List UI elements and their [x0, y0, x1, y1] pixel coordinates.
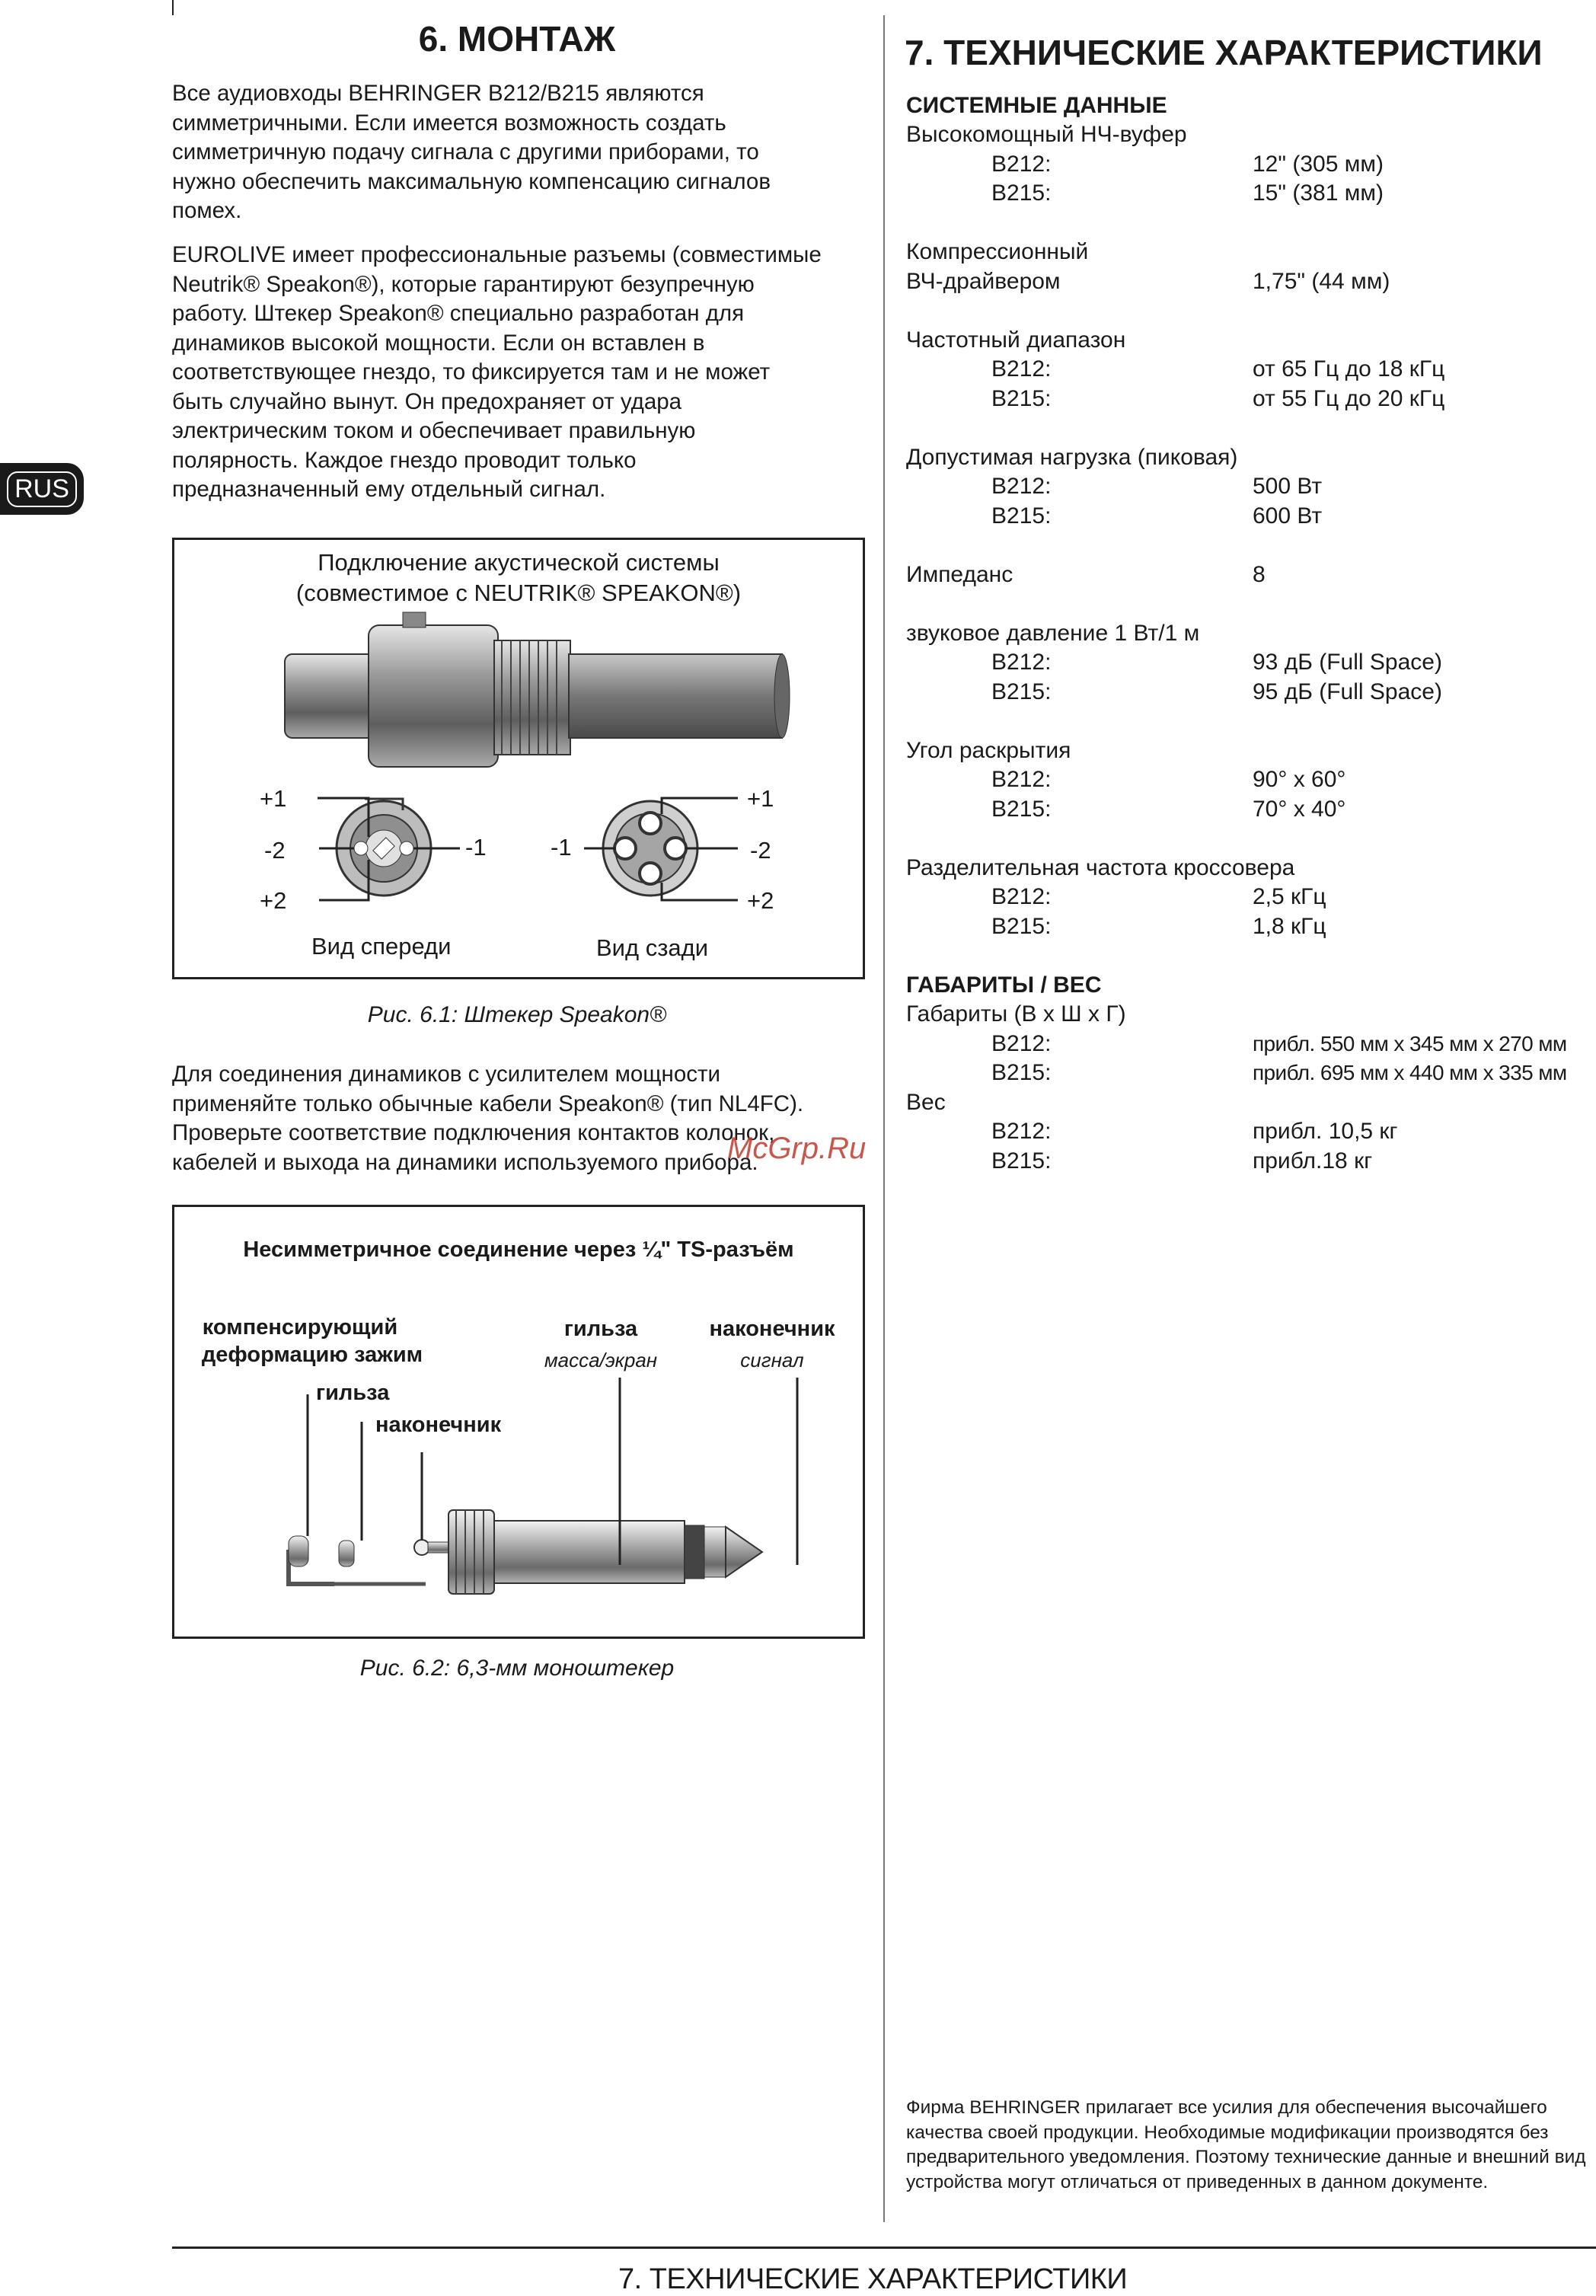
back-view-connector	[603, 801, 697, 896]
para2-line: EUROLIVE имеет профессиональные разъемы (совместимые	[172, 242, 822, 267]
sleeve-left-label: гильза	[316, 1381, 390, 1405]
para2-line: полярность. Каждое гнездо проводит только	[172, 447, 637, 473]
strain-relief-label-2: деформацию зажим	[201, 1343, 423, 1367]
ts-jack-figure	[172, 1205, 865, 1639]
back-label-plus1: +1	[747, 785, 774, 812]
compression-label-2: ВЧ-драйвером	[906, 269, 1061, 294]
freq-b212-value: от 65 Гц до 18 кГц	[1253, 356, 1445, 382]
tip-right-sublabel: сигнал	[740, 1349, 804, 1372]
fig2-title: Несимметричное соединение через ¼" TS-разъём	[243, 1237, 794, 1262]
specs-table	[906, 91, 1596, 1173]
speakon-paragraph	[172, 241, 862, 505]
crossover-b215-value: 1,8 кГц	[1253, 914, 1326, 939]
footer-title: 7. ТЕХНИЧЕСКИЕ ХАРАКТЕРИСТИКИ	[618, 2263, 1128, 2295]
crossover-b215-label: B215:	[991, 914, 1052, 939]
para1-line: Все аудиовходы BEHRINGER B212/B215 являются	[172, 81, 704, 106]
language-tab	[0, 463, 84, 515]
angle-b215-value: 70° x 40°	[1253, 797, 1346, 822]
intro-paragraph	[172, 79, 862, 226]
load-label: Допустимая нагрузка (пиковая)	[906, 445, 1238, 470]
dimensions-heading: ГАБАРИТЫ / ВЕС	[906, 972, 1102, 998]
freq-b215-value: от 55 Гц до 20 кГц	[1253, 386, 1445, 411]
disclaimer-note: Фирма BEHRINGER прилагает все усилия для обеспечения высочайшего качества своей продукции. Необходимые модификации производятся без предварительного уведомления. Поэтому технические данные и внешний вид устройства могут отличаться от приведенных в данном документе.	[906, 2097, 1586, 2192]
header-rule	[172, 0, 174, 15]
dim-b215-label: B215:	[991, 1060, 1052, 1085]
watermark: McGrp.Ru	[727, 1132, 867, 1165]
front-label-minus2: -2	[264, 837, 286, 864]
para3-line: Проверьте соответствие подключения контактов колонок,	[172, 1120, 775, 1145]
specs-heading: 7. ТЕХНИЧЕСКИЕ ХАРАКТЕРИСТИКИ	[905, 33, 1543, 72]
weight-b212-label: B212:	[991, 1119, 1052, 1144]
load-b215-label: B215:	[991, 503, 1052, 528]
angle-label: Угол раскрытия	[906, 738, 1071, 763]
weight-b212-value: прибл. 10,5 кг	[1253, 1119, 1398, 1144]
figure2-caption: Рис. 6.2: 6,3-мм моноштекер	[359, 1656, 675, 1681]
fig1-title-1: Подключение акустической системы	[318, 549, 720, 576]
speakon-figure	[172, 538, 865, 979]
spl-b212-value: 93 дБ (Full Space)	[1253, 650, 1442, 675]
spl-b215-value: 95 дБ (Full Space)	[1253, 679, 1442, 704]
back-view-caption: Вид сзади	[596, 934, 709, 961]
para2-line: быть случайно вынут. Он предохраняет от удара	[172, 388, 682, 414]
column-divider	[883, 15, 885, 2222]
figure1-caption: Рис. 6.1: Штекер Speakon®	[367, 1002, 667, 1027]
para2-line: электрическим током и обеспечивает правильную	[172, 418, 696, 443]
front-label-minus1: -1	[465, 834, 487, 861]
fig1-title-2: (совместимое с NEUTRIK® SPEAKON®)	[295, 580, 742, 606]
load-b212-label: B212:	[991, 474, 1052, 499]
installation-heading: 6. МОНТАЖ	[418, 19, 616, 59]
angle-b215-label: B215:	[991, 797, 1052, 822]
para3-line: применяйте только обычные кабели Speakon® (тип NL4FC).	[172, 1091, 804, 1116]
weight-b215-value: прибл.18 кг	[1253, 1148, 1373, 1174]
para2-line: работу. Штекер Speakon® специально разработан для	[172, 301, 745, 326]
crossover-b212-value: 2,5 кГц	[1253, 884, 1326, 909]
back-label-plus2: +2	[747, 887, 774, 914]
angle-b212-label: B212:	[991, 767, 1052, 792]
footer-rule	[172, 2247, 1596, 2249]
woofer-b212-label: B212:	[991, 152, 1052, 177]
angle-b212-value: 90° x 60°	[1253, 767, 1346, 792]
weight-label: Вес	[906, 1090, 946, 1115]
strain-relief-label-1: компенсирующий	[202, 1315, 398, 1340]
impedance-value: 8	[1253, 562, 1266, 587]
front-label-plus2: +2	[260, 887, 287, 914]
woofer-b215-value: 15" (381 мм)	[1253, 180, 1384, 206]
crossover-b212-label: B212:	[991, 884, 1052, 909]
freq-label: Частотный диапазон	[906, 327, 1126, 353]
para2-line: предназначенный ему отдельный сигнал.	[172, 477, 606, 502]
crossover-label: Разделительная частота кроссовера	[906, 855, 1295, 880]
para1-line: симметричную подачу сигнала с другими приборами, то	[172, 139, 759, 164]
para1-line: нужно обеспечить максимальную компенсацию сигналов	[172, 168, 771, 194]
front-view-caption: Вид спереди	[311, 933, 452, 960]
para1-line: симметричными. Если имеется возможность создать	[172, 110, 726, 136]
back-label-minus2: -2	[750, 837, 771, 864]
para3-line: Для соединения динамиков с усилителем мощности	[172, 1062, 720, 1087]
load-b212-value: 500 Вт	[1253, 474, 1323, 499]
tip-right-label: наконечник	[709, 1317, 835, 1341]
woofer-label: Высокомощный НЧ-вуфер	[906, 122, 1187, 147]
para2-line: соответствующее гнездо, то фиксируется там и не может	[172, 359, 771, 385]
front-label-plus1: +1	[260, 785, 287, 812]
freq-b212-label: B212:	[991, 356, 1052, 382]
system-data-heading: СИСТЕМНЫЕ ДАННЫЕ	[906, 93, 1167, 118]
tip-left-label: наконечник	[375, 1413, 502, 1437]
dim-b212-value: прибл. 550 мм х 345 мм х 270 мм	[1253, 1032, 1567, 1055]
dim-b212-label: B212:	[991, 1031, 1052, 1056]
para2-line: Neutrik® Speakon®), которые гарантируют безупречную	[172, 271, 755, 297]
compression-value: 1,75" (44 мм)	[1253, 269, 1390, 294]
spl-label: звуковое давление 1 Вт/1 м	[906, 621, 1200, 646]
ts-jack-drawing	[174, 1207, 863, 1637]
compression-label-1: Компрессионный	[906, 239, 1089, 264]
language-tab-label: RUS	[7, 471, 77, 507]
dimensions-label: Габариты (В х Ш х Г)	[906, 1001, 1126, 1027]
para1-line: помех.	[172, 198, 242, 223]
para3-line: кабелей и выхода на динамики используемого прибора.	[172, 1149, 758, 1175]
spl-b215-label: B215:	[991, 679, 1052, 704]
back-label-minus1: -1	[551, 834, 572, 861]
spl-b212-label: B212:	[991, 650, 1052, 675]
load-b215-value: 600 Вт	[1253, 503, 1323, 528]
woofer-b215-label: B215:	[991, 180, 1052, 206]
woofer-b212-value: 12" (305 мм)	[1253, 152, 1384, 177]
para2-line: динамиков высокой мощности. Если он вставлен в	[172, 330, 705, 356]
sleeve-right-sublabel: масса/экран	[544, 1349, 658, 1372]
weight-b215-label: B215:	[991, 1148, 1052, 1174]
dim-b215-value: прибл. 695 мм х 440 мм х 335 мм	[1253, 1061, 1567, 1084]
freq-b215-label: B215:	[991, 386, 1052, 411]
sleeve-right-label: гильза	[563, 1317, 638, 1341]
impedance-label: Импеданс	[906, 562, 1013, 587]
